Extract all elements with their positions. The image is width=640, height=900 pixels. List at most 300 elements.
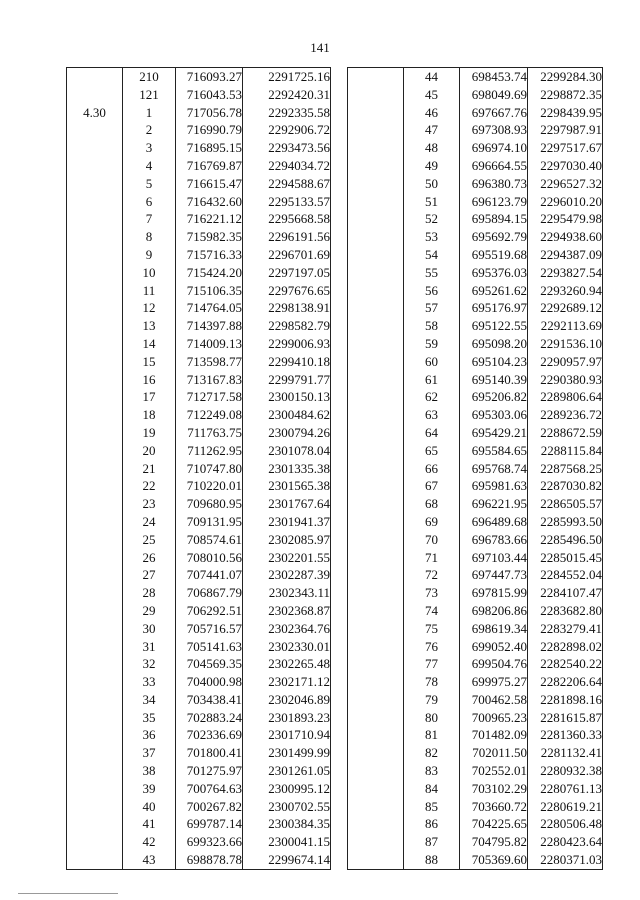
y-coordinate-cell: 2302046.89 <box>243 691 331 709</box>
point-number-cell: 22 <box>123 477 176 495</box>
section-cell <box>67 353 123 371</box>
y-coordinate-cell: 2301261.05 <box>243 762 331 780</box>
y-coordinate-cell: 2298439.95 <box>528 104 603 122</box>
point-number-cell: 70 <box>404 531 460 549</box>
x-coordinate-cell: 702336.69 <box>176 726 243 744</box>
table-row <box>348 638 603 656</box>
table-row <box>67 335 331 353</box>
table-row <box>348 691 603 709</box>
x-coordinate-cell: 716615.47 <box>176 175 243 193</box>
section-cell <box>348 513 404 531</box>
x-coordinate-cell: 695584.65 <box>460 442 528 460</box>
x-coordinate-cell: 699975.27 <box>460 673 528 691</box>
x-coordinate-cell: 699323.66 <box>176 833 243 851</box>
section-cell <box>67 139 123 157</box>
x-coordinate-cell: 714009.13 <box>176 335 243 353</box>
x-coordinate-cell: 701482.09 <box>460 726 528 744</box>
table-row <box>348 762 603 780</box>
y-coordinate-cell: 2301710.94 <box>243 726 331 744</box>
x-coordinate-cell: 695894.15 <box>460 210 528 228</box>
y-coordinate-cell: 2293827.54 <box>528 264 603 282</box>
point-number-cell: 46 <box>404 104 460 122</box>
section-cell <box>348 780 404 798</box>
x-coordinate-cell: 699787.14 <box>176 815 243 833</box>
table-row <box>348 620 603 638</box>
y-coordinate-cell: 2285015.45 <box>528 549 603 567</box>
section-cell <box>67 673 123 691</box>
point-number-cell: 48 <box>404 139 460 157</box>
y-coordinate-cell: 2302171.12 <box>243 673 331 691</box>
point-number-cell: 67 <box>404 477 460 495</box>
y-coordinate-cell: 2299006.93 <box>243 335 331 353</box>
section-cell <box>67 780 123 798</box>
section-cell <box>67 210 123 228</box>
section-cell <box>67 584 123 602</box>
y-coordinate-cell: 2300794.26 <box>243 424 331 442</box>
table-row <box>348 549 603 567</box>
footer-rule <box>18 893 118 894</box>
y-coordinate-cell: 2302343.11 <box>243 584 331 602</box>
y-coordinate-cell: 2302265.48 <box>243 655 331 673</box>
point-number-cell: 7 <box>123 210 176 228</box>
section-cell <box>67 68 123 86</box>
y-coordinate-cell: 2297197.05 <box>243 264 331 282</box>
point-number-cell: 35 <box>123 709 176 727</box>
x-coordinate-cell: 716221.12 <box>176 210 243 228</box>
y-coordinate-cell: 2281132.41 <box>528 744 603 762</box>
x-coordinate-cell: 700267.82 <box>176 798 243 816</box>
section-cell <box>348 317 404 335</box>
y-coordinate-cell: 2300484.62 <box>243 406 331 424</box>
x-coordinate-cell: 704225.65 <box>460 815 528 833</box>
x-coordinate-cell: 695768.74 <box>460 460 528 478</box>
point-number-cell: 51 <box>404 193 460 211</box>
x-coordinate-cell: 705141.63 <box>176 638 243 656</box>
section-cell <box>348 691 404 709</box>
point-number-cell: 25 <box>123 531 176 549</box>
point-number-cell: 36 <box>123 726 176 744</box>
point-number-cell: 37 <box>123 744 176 762</box>
x-coordinate-cell: 700965.23 <box>460 709 528 727</box>
y-coordinate-cell: 2302085.97 <box>243 531 331 549</box>
x-coordinate-cell: 701800.41 <box>176 744 243 762</box>
section-cell <box>67 566 123 584</box>
y-coordinate-cell: 2299284.30 <box>528 68 603 86</box>
section-cell <box>348 299 404 317</box>
section-cell <box>348 833 404 851</box>
table-row <box>67 584 331 602</box>
table-row <box>348 282 603 300</box>
section-cell <box>348 798 404 816</box>
section-cell <box>348 335 404 353</box>
table-row <box>348 851 603 869</box>
x-coordinate-cell: 705369.60 <box>460 851 528 869</box>
y-coordinate-cell: 2295479.98 <box>528 210 603 228</box>
point-number-cell: 78 <box>404 673 460 691</box>
table-row <box>67 477 331 495</box>
point-number-cell: 82 <box>404 744 460 762</box>
x-coordinate-cell: 695519.68 <box>460 246 528 264</box>
section-cell <box>67 620 123 638</box>
x-coordinate-cell: 716769.87 <box>176 157 243 175</box>
x-coordinate-cell: 715106.35 <box>176 282 243 300</box>
x-coordinate-cell: 713598.77 <box>176 353 243 371</box>
table-row <box>348 477 603 495</box>
point-number-cell: 71 <box>404 549 460 567</box>
x-coordinate-cell: 698619.34 <box>460 620 528 638</box>
point-number-cell: 75 <box>404 620 460 638</box>
table-row <box>67 531 331 549</box>
table-row <box>67 228 331 246</box>
y-coordinate-cell: 2299674.14 <box>243 851 331 869</box>
y-coordinate-cell: 2288115.84 <box>528 442 603 460</box>
point-number-cell: 87 <box>404 833 460 851</box>
x-coordinate-cell: 710220.01 <box>176 477 243 495</box>
section-cell <box>67 513 123 531</box>
y-coordinate-cell: 2284552.04 <box>528 566 603 584</box>
section-cell <box>348 86 404 104</box>
y-coordinate-cell: 2282540.22 <box>528 655 603 673</box>
table-row <box>67 513 331 531</box>
x-coordinate-cell: 698878.78 <box>176 851 243 869</box>
point-number-cell: 12 <box>123 299 176 317</box>
point-number-cell: 65 <box>404 442 460 460</box>
point-number-cell: 49 <box>404 157 460 175</box>
y-coordinate-cell: 2301499.99 <box>243 744 331 762</box>
y-coordinate-cell: 2294387.09 <box>528 246 603 264</box>
section-cell <box>348 104 404 122</box>
y-coordinate-cell: 2281898.16 <box>528 691 603 709</box>
section-cell <box>348 638 404 656</box>
table-row <box>348 495 603 513</box>
x-coordinate-cell: 700462.58 <box>460 691 528 709</box>
page-number: 141 <box>310 40 330 55</box>
x-coordinate-cell: 716895.15 <box>176 139 243 157</box>
section-cell <box>67 157 123 175</box>
y-coordinate-cell: 2300702.55 <box>243 798 331 816</box>
point-number-cell: 77 <box>404 655 460 673</box>
table-row <box>348 798 603 816</box>
x-coordinate-cell: 702011.50 <box>460 744 528 762</box>
table-row <box>67 175 331 193</box>
y-coordinate-cell: 2297517.67 <box>528 139 603 157</box>
table-row <box>348 424 603 442</box>
table-row <box>348 584 603 602</box>
table-row <box>348 121 603 139</box>
table-row <box>67 691 331 709</box>
table-row <box>67 673 331 691</box>
section-cell <box>348 531 404 549</box>
x-coordinate-cell: 699504.76 <box>460 655 528 673</box>
point-number-cell: 47 <box>404 121 460 139</box>
point-number-cell: 64 <box>404 424 460 442</box>
point-number-cell: 26 <box>123 549 176 567</box>
y-coordinate-cell: 2280371.03 <box>528 851 603 869</box>
y-coordinate-cell: 2297030.40 <box>528 157 603 175</box>
table-row <box>348 566 603 584</box>
section-cell <box>348 566 404 584</box>
x-coordinate-cell: 696974.10 <box>460 139 528 157</box>
point-number-cell: 31 <box>123 638 176 656</box>
table-row <box>67 68 331 86</box>
section-cell <box>67 638 123 656</box>
point-number-cell: 56 <box>404 282 460 300</box>
point-number-cell: 5 <box>123 175 176 193</box>
x-coordinate-cell: 713167.83 <box>176 371 243 389</box>
x-coordinate-cell: 716093.27 <box>176 68 243 86</box>
section-cell <box>67 442 123 460</box>
y-coordinate-cell: 2292335.58 <box>243 104 331 122</box>
table-row <box>348 815 603 833</box>
section-cell <box>348 495 404 513</box>
section-cell <box>67 833 123 851</box>
point-number-cell: 57 <box>404 299 460 317</box>
table-row <box>67 424 331 442</box>
section-cell <box>348 602 404 620</box>
table-row <box>67 353 331 371</box>
x-coordinate-cell: 702883.24 <box>176 709 243 727</box>
section-cell <box>348 549 404 567</box>
x-coordinate-cell: 695261.62 <box>460 282 528 300</box>
point-number-cell: 79 <box>404 691 460 709</box>
x-coordinate-cell: 699052.40 <box>460 638 528 656</box>
table-row <box>348 371 603 389</box>
coordinate-table-left-body <box>67 68 331 870</box>
section-cell <box>348 762 404 780</box>
section-cell <box>67 175 123 193</box>
x-coordinate-cell: 697103.44 <box>460 549 528 567</box>
point-number-cell: 29 <box>123 602 176 620</box>
x-coordinate-cell: 697308.93 <box>460 121 528 139</box>
y-coordinate-cell: 2281615.87 <box>528 709 603 727</box>
y-coordinate-cell: 2292906.72 <box>243 121 331 139</box>
table-row <box>348 655 603 673</box>
point-number-cell: 19 <box>123 424 176 442</box>
y-coordinate-cell: 2285496.50 <box>528 531 603 549</box>
point-number-cell: 10 <box>123 264 176 282</box>
table-row <box>67 566 331 584</box>
x-coordinate-cell: 696123.79 <box>460 193 528 211</box>
y-coordinate-cell: 2296701.69 <box>243 246 331 264</box>
point-number-cell: 84 <box>404 780 460 798</box>
x-coordinate-cell: 705716.57 <box>176 620 243 638</box>
table-row <box>348 317 603 335</box>
table-row <box>348 406 603 424</box>
point-number-cell: 39 <box>123 780 176 798</box>
section-cell <box>67 495 123 513</box>
section-cell <box>67 531 123 549</box>
point-number-cell: 44 <box>404 68 460 86</box>
x-coordinate-cell: 704795.82 <box>460 833 528 851</box>
x-coordinate-cell: 696489.68 <box>460 513 528 531</box>
section-cell <box>348 139 404 157</box>
section-cell <box>348 388 404 406</box>
x-coordinate-cell: 698206.86 <box>460 602 528 620</box>
section-cell <box>348 353 404 371</box>
x-coordinate-cell: 695429.21 <box>460 424 528 442</box>
y-coordinate-cell: 2289806.64 <box>528 388 603 406</box>
point-number-cell: 63 <box>404 406 460 424</box>
point-number-cell: 20 <box>123 442 176 460</box>
section-cell <box>67 460 123 478</box>
y-coordinate-cell: 2288672.59 <box>528 424 603 442</box>
point-number-cell: 43 <box>123 851 176 869</box>
table-row <box>67 282 331 300</box>
x-coordinate-cell: 696380.73 <box>460 175 528 193</box>
table-row <box>348 531 603 549</box>
table-row <box>67 371 331 389</box>
section-cell <box>348 744 404 762</box>
table-row <box>67 388 331 406</box>
table-row <box>67 442 331 460</box>
y-coordinate-cell: 2282206.64 <box>528 673 603 691</box>
point-number-cell: 28 <box>123 584 176 602</box>
x-coordinate-cell: 704569.35 <box>176 655 243 673</box>
point-number-cell: 17 <box>123 388 176 406</box>
table-row <box>67 780 331 798</box>
section-cell <box>348 442 404 460</box>
point-number-cell: 16 <box>123 371 176 389</box>
point-number-cell: 1 <box>123 104 176 122</box>
point-number-cell: 68 <box>404 495 460 513</box>
y-coordinate-cell: 2280619.21 <box>528 798 603 816</box>
section-cell <box>67 282 123 300</box>
y-coordinate-cell: 2297987.91 <box>528 121 603 139</box>
y-coordinate-cell: 2287030.82 <box>528 477 603 495</box>
y-coordinate-cell: 2295668.58 <box>243 210 331 228</box>
y-coordinate-cell: 2291536.10 <box>528 335 603 353</box>
x-coordinate-cell: 695104.23 <box>460 353 528 371</box>
x-coordinate-cell: 708574.61 <box>176 531 243 549</box>
table-row <box>348 602 603 620</box>
x-coordinate-cell: 714397.88 <box>176 317 243 335</box>
section-cell <box>348 175 404 193</box>
x-coordinate-cell: 695122.55 <box>460 317 528 335</box>
y-coordinate-cell: 2290380.93 <box>528 371 603 389</box>
x-coordinate-cell: 712717.58 <box>176 388 243 406</box>
section-cell <box>67 317 123 335</box>
y-coordinate-cell: 2301767.64 <box>243 495 331 513</box>
y-coordinate-cell: 2298872.35 <box>528 86 603 104</box>
x-coordinate-cell: 711262.95 <box>176 442 243 460</box>
section-cell <box>67 477 123 495</box>
table-row <box>348 193 603 211</box>
x-coordinate-cell: 703102.29 <box>460 780 528 798</box>
y-coordinate-cell: 2289236.72 <box>528 406 603 424</box>
point-number-cell: 21 <box>123 460 176 478</box>
section-cell <box>348 193 404 211</box>
y-coordinate-cell: 2280761.13 <box>528 780 603 798</box>
table-row <box>348 673 603 691</box>
y-coordinate-cell: 2301565.38 <box>243 477 331 495</box>
section-cell <box>67 602 123 620</box>
y-coordinate-cell: 2300150.13 <box>243 388 331 406</box>
y-coordinate-cell: 2296191.56 <box>243 228 331 246</box>
x-coordinate-cell: 709131.95 <box>176 513 243 531</box>
y-coordinate-cell: 2298138.91 <box>243 299 331 317</box>
x-coordinate-cell: 703438.41 <box>176 691 243 709</box>
table-row <box>348 460 603 478</box>
point-number-cell: 18 <box>123 406 176 424</box>
y-coordinate-cell: 2294938.60 <box>528 228 603 246</box>
point-number-cell: 69 <box>404 513 460 531</box>
section-cell <box>67 335 123 353</box>
point-number-cell: 52 <box>404 210 460 228</box>
y-coordinate-cell: 2296527.32 <box>528 175 603 193</box>
section-cell <box>348 726 404 744</box>
point-number-cell: 62 <box>404 388 460 406</box>
section-cell <box>67 121 123 139</box>
section-cell <box>67 655 123 673</box>
section-cell <box>348 210 404 228</box>
point-number-cell: 33 <box>123 673 176 691</box>
x-coordinate-cell: 700764.63 <box>176 780 243 798</box>
table-row <box>67 139 331 157</box>
section-cell <box>348 460 404 478</box>
x-coordinate-cell: 697667.76 <box>460 104 528 122</box>
y-coordinate-cell: 2300041.15 <box>243 833 331 851</box>
section-cell <box>67 246 123 264</box>
table-row <box>67 317 331 335</box>
y-coordinate-cell: 2299791.77 <box>243 371 331 389</box>
table-row <box>67 744 331 762</box>
point-number-cell: 59 <box>404 335 460 353</box>
table-row <box>67 193 331 211</box>
point-number-cell: 42 <box>123 833 176 851</box>
point-number-cell: 61 <box>404 371 460 389</box>
section-cell <box>67 193 123 211</box>
table-row <box>67 798 331 816</box>
section-cell <box>348 815 404 833</box>
x-coordinate-cell: 695206.82 <box>460 388 528 406</box>
table-row <box>348 157 603 175</box>
point-number-cell: 40 <box>123 798 176 816</box>
section-cell <box>348 121 404 139</box>
table-row <box>67 762 331 780</box>
coordinate-table-right <box>347 67 603 870</box>
y-coordinate-cell: 2301941.37 <box>243 513 331 531</box>
x-coordinate-cell: 695140.39 <box>460 371 528 389</box>
x-coordinate-cell: 695098.20 <box>460 335 528 353</box>
y-coordinate-cell: 2298582.79 <box>243 317 331 335</box>
y-coordinate-cell: 2282898.02 <box>528 638 603 656</box>
point-number-cell: 74 <box>404 602 460 620</box>
table-row <box>67 157 331 175</box>
table-row <box>67 246 331 264</box>
x-coordinate-cell: 698049.69 <box>460 86 528 104</box>
x-coordinate-cell: 711763.75 <box>176 424 243 442</box>
table-row <box>348 388 603 406</box>
x-coordinate-cell: 716990.79 <box>176 121 243 139</box>
y-coordinate-cell: 2300995.12 <box>243 780 331 798</box>
table-row <box>348 726 603 744</box>
y-coordinate-cell: 2280506.48 <box>528 815 603 833</box>
x-coordinate-cell: 696221.95 <box>460 495 528 513</box>
table-row <box>67 726 331 744</box>
table-row <box>67 86 331 104</box>
section-cell <box>348 584 404 602</box>
x-coordinate-cell: 715424.20 <box>176 264 243 282</box>
y-coordinate-cell: 2295133.57 <box>243 193 331 211</box>
x-coordinate-cell: 710747.80 <box>176 460 243 478</box>
x-coordinate-cell: 706867.79 <box>176 584 243 602</box>
x-coordinate-cell: 715716.33 <box>176 246 243 264</box>
point-number-cell: 11 <box>123 282 176 300</box>
section-cell <box>348 424 404 442</box>
y-coordinate-cell: 2302330.01 <box>243 638 331 656</box>
y-coordinate-cell: 2280423.64 <box>528 833 603 851</box>
y-coordinate-cell: 2284107.47 <box>528 584 603 602</box>
